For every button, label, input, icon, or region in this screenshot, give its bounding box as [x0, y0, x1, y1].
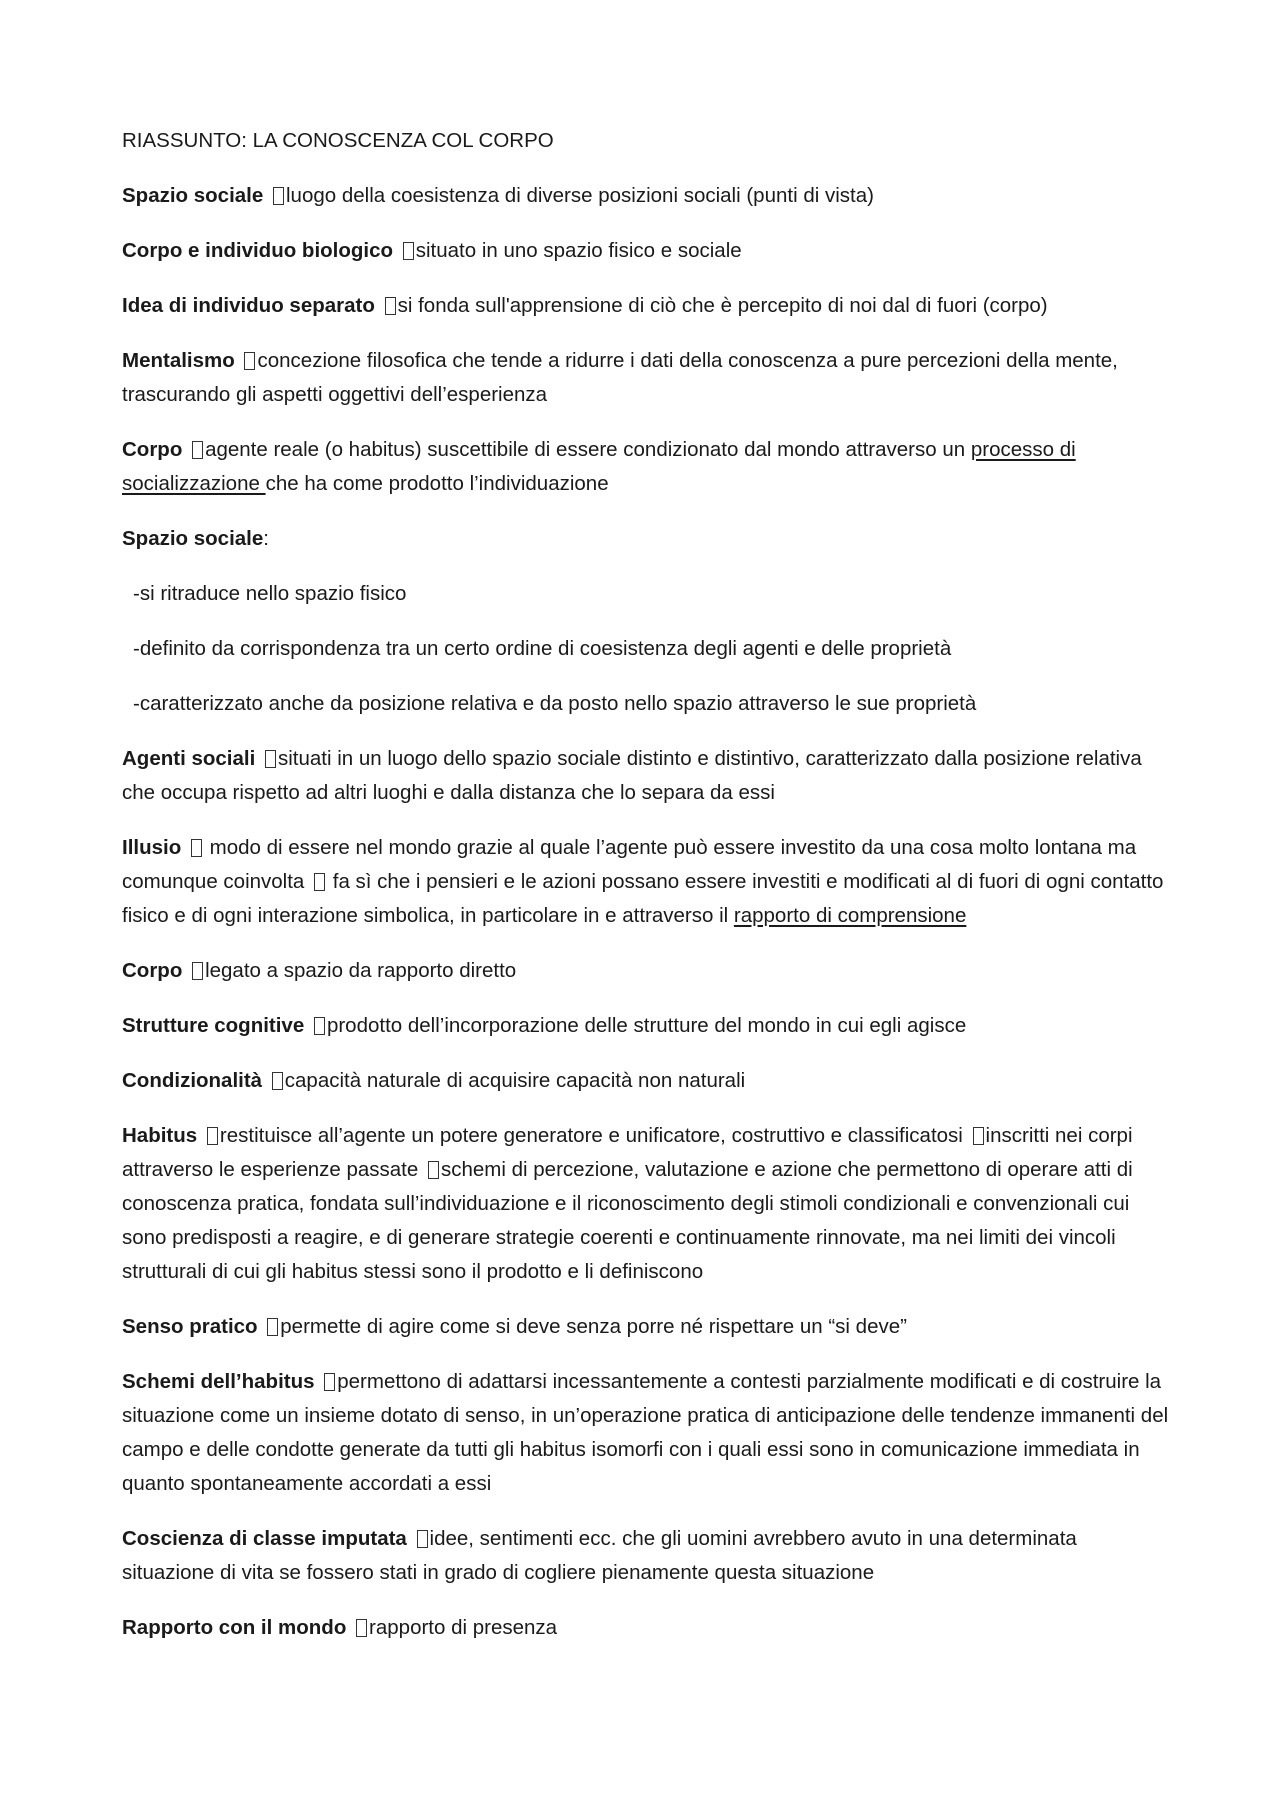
definition-corpo-2: [122, 954, 1172, 988]
definition-text: situati in un luogo dello spazio sociale distinto e distintivo, caratterizzato dalla posizione relativa che occupa rispetto ad altri luoghi e dalla distanza che lo separa da essi: [122, 747, 1142, 804]
definition-habitus: [122, 1119, 1172, 1289]
definition-illusio: [122, 831, 1172, 933]
definition-text: permettono di adattarsi incessantemente a contesti parzialmente modificati e di costruire la situazione come un insieme dotato di senso, in un’operazione pratica di anticipazione delle tendenze immanenti del campo e delle condotte generate da tutti gli habitus isomorfi con i quali essi sono in comunicazione immediata in quanto spontaneamente accordati a essi: [122, 1370, 1169, 1495]
term: Rapporto con il mondo: [122, 1616, 347, 1639]
definition-text: che ha come prodotto l’individuazione: [265, 472, 609, 495]
arrow-glyph-icon: [267, 1318, 278, 1336]
term: Schemi dell’habitus: [122, 1370, 315, 1393]
term: Mentalismo: [122, 349, 235, 372]
definition-text: luogo della coesistenza di diverse posizioni sociali (punti di vista): [285, 184, 874, 207]
list-item: -definito da corrispondenza tra un certo ordine di coesistenza degli agenti e delle proprietà: [133, 637, 952, 660]
arrow-glyph-icon: [356, 1619, 367, 1637]
document-page: [122, 124, 1172, 1666]
definition-schemi-habitus: [122, 1365, 1172, 1501]
term: Agenti sociali: [122, 747, 256, 770]
arrow-glyph-icon: [272, 1072, 283, 1090]
definition-corpo: [122, 433, 1172, 501]
definition-text: schemi di percezione, valutazione e azione che permettono di operare atti di conoscenza pratica, fondata sull’individuazione e il riconoscimento degli stimoli condizionali e convenzionali cui sono predisposti a reagire, e di generare strategie coerenti e continuamente rinnovate, ma nei limiti dei vincoli strutturali di cui gli habitus stessi sono il prodotto e li definiscono: [122, 1158, 1133, 1283]
definition-text: legato a spazio da rapporto diretto: [205, 959, 517, 982]
definition-text: permette di agire come si deve senza porre né rispettare un “si deve”: [280, 1315, 907, 1338]
arrow-glyph-icon: [244, 352, 255, 370]
definition-spazio-sociale: [122, 179, 1172, 213]
term: Habitus: [122, 1124, 198, 1147]
definition-agenti-sociali: [122, 742, 1172, 810]
definition-mentalismo: [122, 344, 1172, 412]
definition-text: prodotto dell’incorporazione delle strutture del mondo in cui egli agisce: [326, 1014, 967, 1037]
term: Corpo: [122, 959, 183, 982]
arrow-glyph-icon: [385, 297, 396, 315]
arrow-glyph-icon: [403, 242, 414, 260]
term: Senso pratico: [122, 1315, 258, 1338]
definition-text: modo di essere nel mondo grazie al quale l’agente può essere investito da una cosa molto lontana ma comunque coinvolta: [122, 836, 1137, 893]
definition-spazio-sociale-2: [122, 522, 1172, 556]
term: Strutture cognitive: [122, 1014, 305, 1037]
arrow-glyph-icon: [192, 962, 203, 980]
definition-condizionalita: [122, 1064, 1172, 1098]
underlined-phrase: processo di socializzazione: [122, 438, 1076, 495]
definition-text: capacità naturale di acquisire capacità non naturali: [284, 1069, 746, 1092]
term: Corpo: [122, 438, 183, 461]
arrow-glyph-icon: [314, 873, 325, 891]
term: Idea di individuo separato: [122, 294, 375, 317]
definition-text: agente reale (o habitus) suscettibile di essere condizionato dal mondo attraverso un: [205, 438, 971, 461]
definition-text: idee, sentimenti ecc. che gli uomini avrebbero avuto in una determinata situazione di vita se fossero stati in grado di cogliere pienamente questa situazione: [122, 1527, 1077, 1584]
definition-rapporto-mondo: [122, 1611, 1172, 1645]
definition-text: situato in uno spazio fisico e sociale: [415, 239, 742, 262]
arrow-glyph-icon: [417, 1530, 428, 1548]
definition-text: fa sì che i pensieri e le azioni possano essere investiti e modificati al di fuori di ogni contatto fisico e di ogni interazione simbolica, in particolare in e attraverso il: [122, 870, 1164, 927]
document-title: RIASSUNTO: LA CONOSCENZA COL CORPO: [122, 129, 554, 152]
arrow-glyph-icon: [207, 1127, 218, 1145]
definition-coscienza-classe: [122, 1522, 1172, 1590]
arrow-glyph-icon: [192, 441, 203, 459]
colon: :: [263, 527, 269, 550]
term: Coscienza di classe imputata: [122, 1527, 407, 1550]
arrow-glyph-icon: [428, 1161, 439, 1179]
underlined-phrase: rapporto di comprensione: [733, 904, 967, 927]
definition-corpo-individuo: [122, 234, 1172, 268]
arrow-glyph-icon: [973, 1127, 984, 1145]
term: Condizionalità: [122, 1069, 263, 1092]
list-item: -si ritraduce nello spazio fisico: [133, 582, 407, 605]
term: Illusio: [122, 836, 182, 859]
arrow-glyph-icon: [273, 187, 284, 205]
definition-text: si fonda sull'apprensione di ciò che è percepito di noi dal di fuori (corpo): [397, 294, 1048, 317]
definition-strutture-cognitive: [122, 1009, 1172, 1043]
definition-text: inscritti nei corpi attraverso le esperienze passate: [122, 1124, 1133, 1181]
arrow-glyph-icon: [265, 750, 276, 768]
term: Corpo e individuo biologico: [122, 239, 394, 262]
term: Spazio sociale: [122, 184, 264, 207]
definition-text: concezione filosofica che tende a ridurre i dati della conoscenza a pure percezioni della mente, trascurando gli aspetti oggettivi dell’esperienza: [122, 349, 1118, 406]
definition-text: rapporto di presenza: [369, 1616, 558, 1639]
definition-individuo-separato: [122, 289, 1172, 323]
term: Spazio sociale: [122, 527, 264, 550]
arrow-glyph-icon: [314, 1017, 325, 1035]
definition-senso-pratico: [122, 1310, 1172, 1344]
definition-text: restituisce all’agente un potere generatore e unificatore, costruttivo e classificatosi: [219, 1124, 969, 1147]
arrow-glyph-icon: [324, 1373, 335, 1391]
arrow-glyph-icon: [191, 839, 202, 857]
list-item: -caratterizzato anche da posizione relativa e da posto nello spazio attraverso le sue proprietà: [133, 692, 977, 715]
